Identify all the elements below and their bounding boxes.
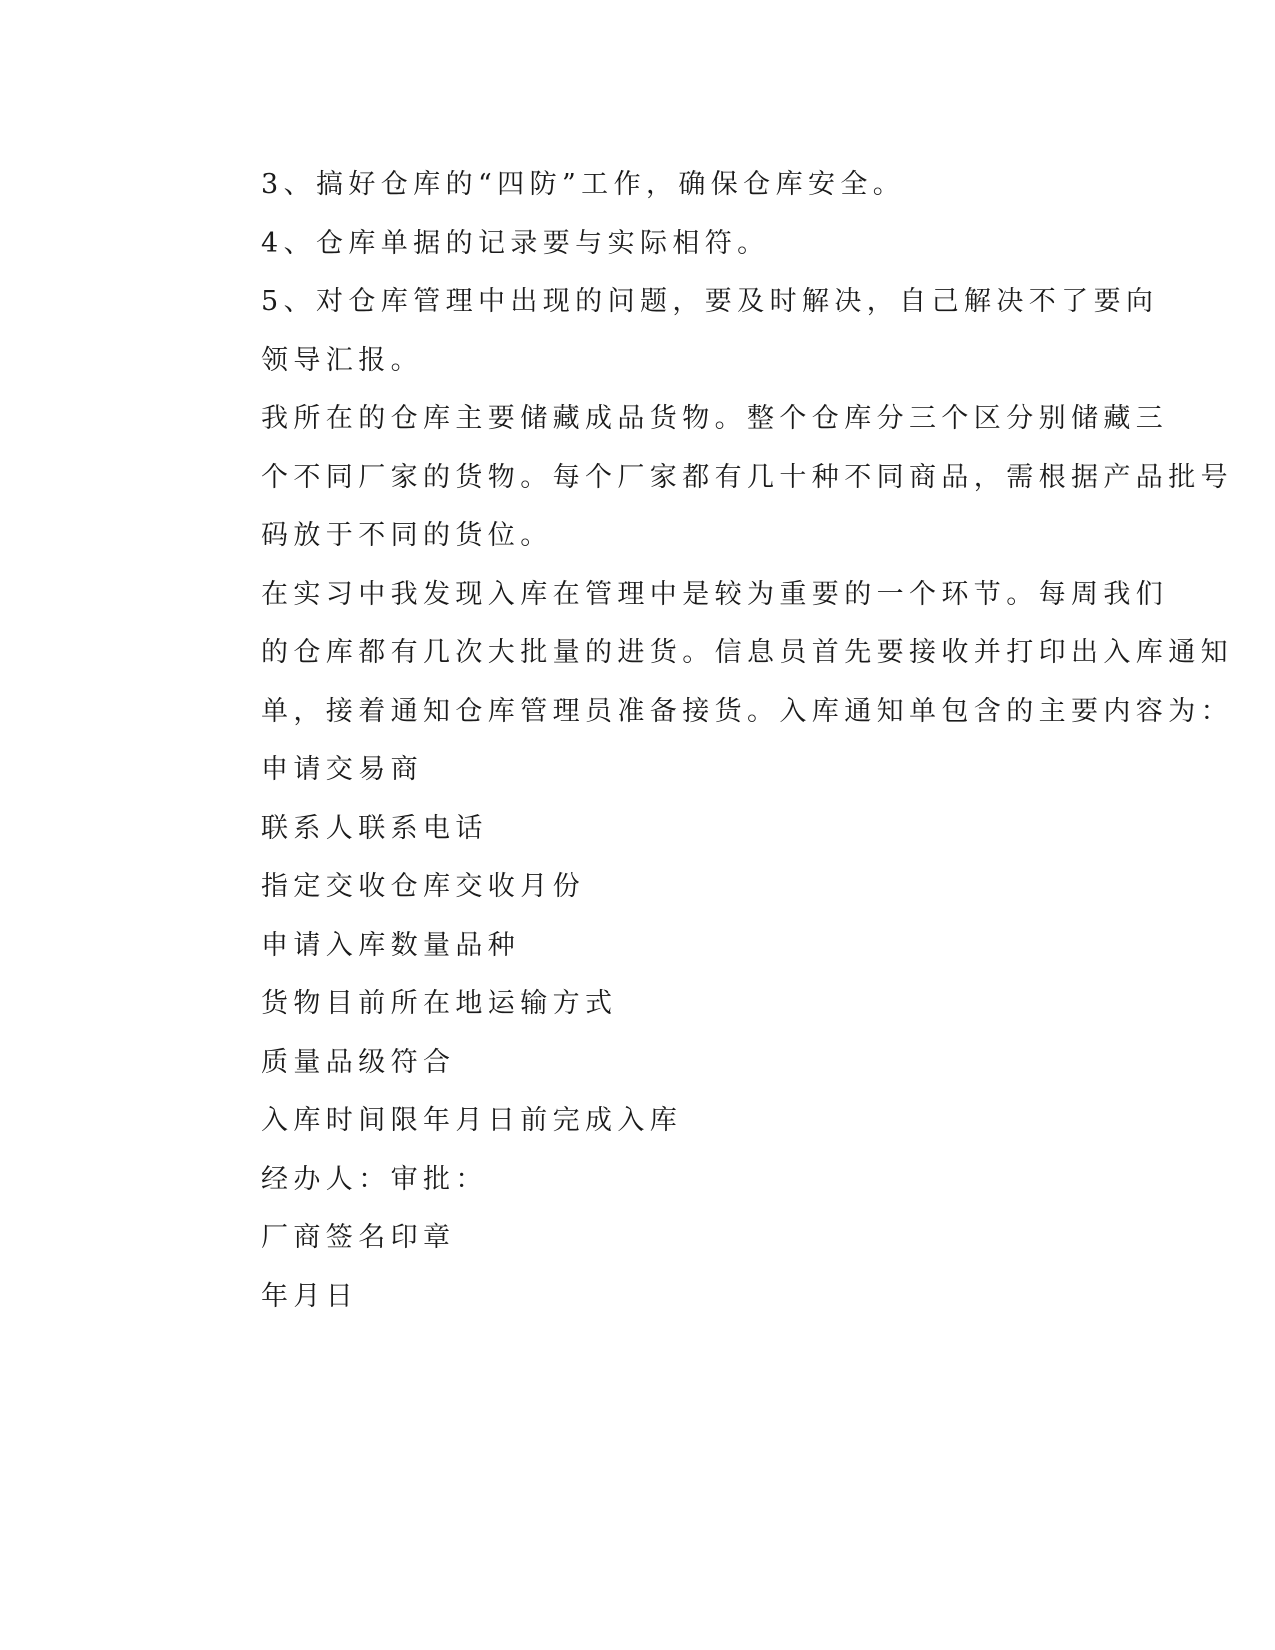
paragraph-inbound-process	[187, 566, 1233, 742]
text-line: 4、仓库单据的记录要与实际相符。	[261, 227, 770, 259]
notice-item: 入库时间限年月日前完成入库	[261, 1105, 683, 1136]
paragraph-item-4	[187, 215, 1067, 274]
notice-item: 年月日	[261, 1280, 359, 1312]
notice-item: 申请交易商	[261, 754, 423, 785]
notice-item: 厂商签名印章	[261, 1222, 456, 1253]
text-line: 3、搞好仓库的“四防”工作，确保仓库安全。	[261, 169, 906, 200]
notice-item: 经办人：审批：	[261, 1163, 488, 1195]
document-body	[187, 156, 1233, 1326]
text-line: 在实习中我发现入库在管理中是较为重要的一个环节。每周我们	[261, 578, 1169, 610]
text-line: 的仓库都有几次大批量的进货。信息员首先要接收并打印出入库通知	[261, 637, 1233, 668]
text-line: 单，接着通知仓库管理员准备接货。入库通知单包含的主要内容为：	[261, 695, 1233, 727]
text-line: 领导汇报。	[261, 344, 423, 376]
text-line: 我所在的仓库主要储藏成品货物。整个仓库分三个区分别储藏三	[261, 403, 1169, 434]
notice-item: 联系人联系电话	[261, 812, 488, 844]
notice-item: 申请入库数量品种	[261, 929, 521, 961]
notice-item: 质量品级符合	[261, 1046, 456, 1078]
paragraph-item-3	[187, 156, 1067, 215]
notice-item: 指定交收仓库交收月份	[261, 871, 585, 902]
paragraph-warehouse-description	[187, 390, 1233, 566]
text-line: 5、对仓库管理中出现的问题，要及时解决，自己解决不了要向	[261, 286, 1159, 317]
paragraph-item-5	[187, 273, 1159, 390]
text-line: 个不同厂家的货物。每个厂家都有几十种不同商品，需根据产品批号	[261, 461, 1233, 493]
notice-item: 货物目前所在地运输方式	[261, 988, 618, 1019]
text-line: 码放于不同的货位。	[261, 520, 553, 551]
